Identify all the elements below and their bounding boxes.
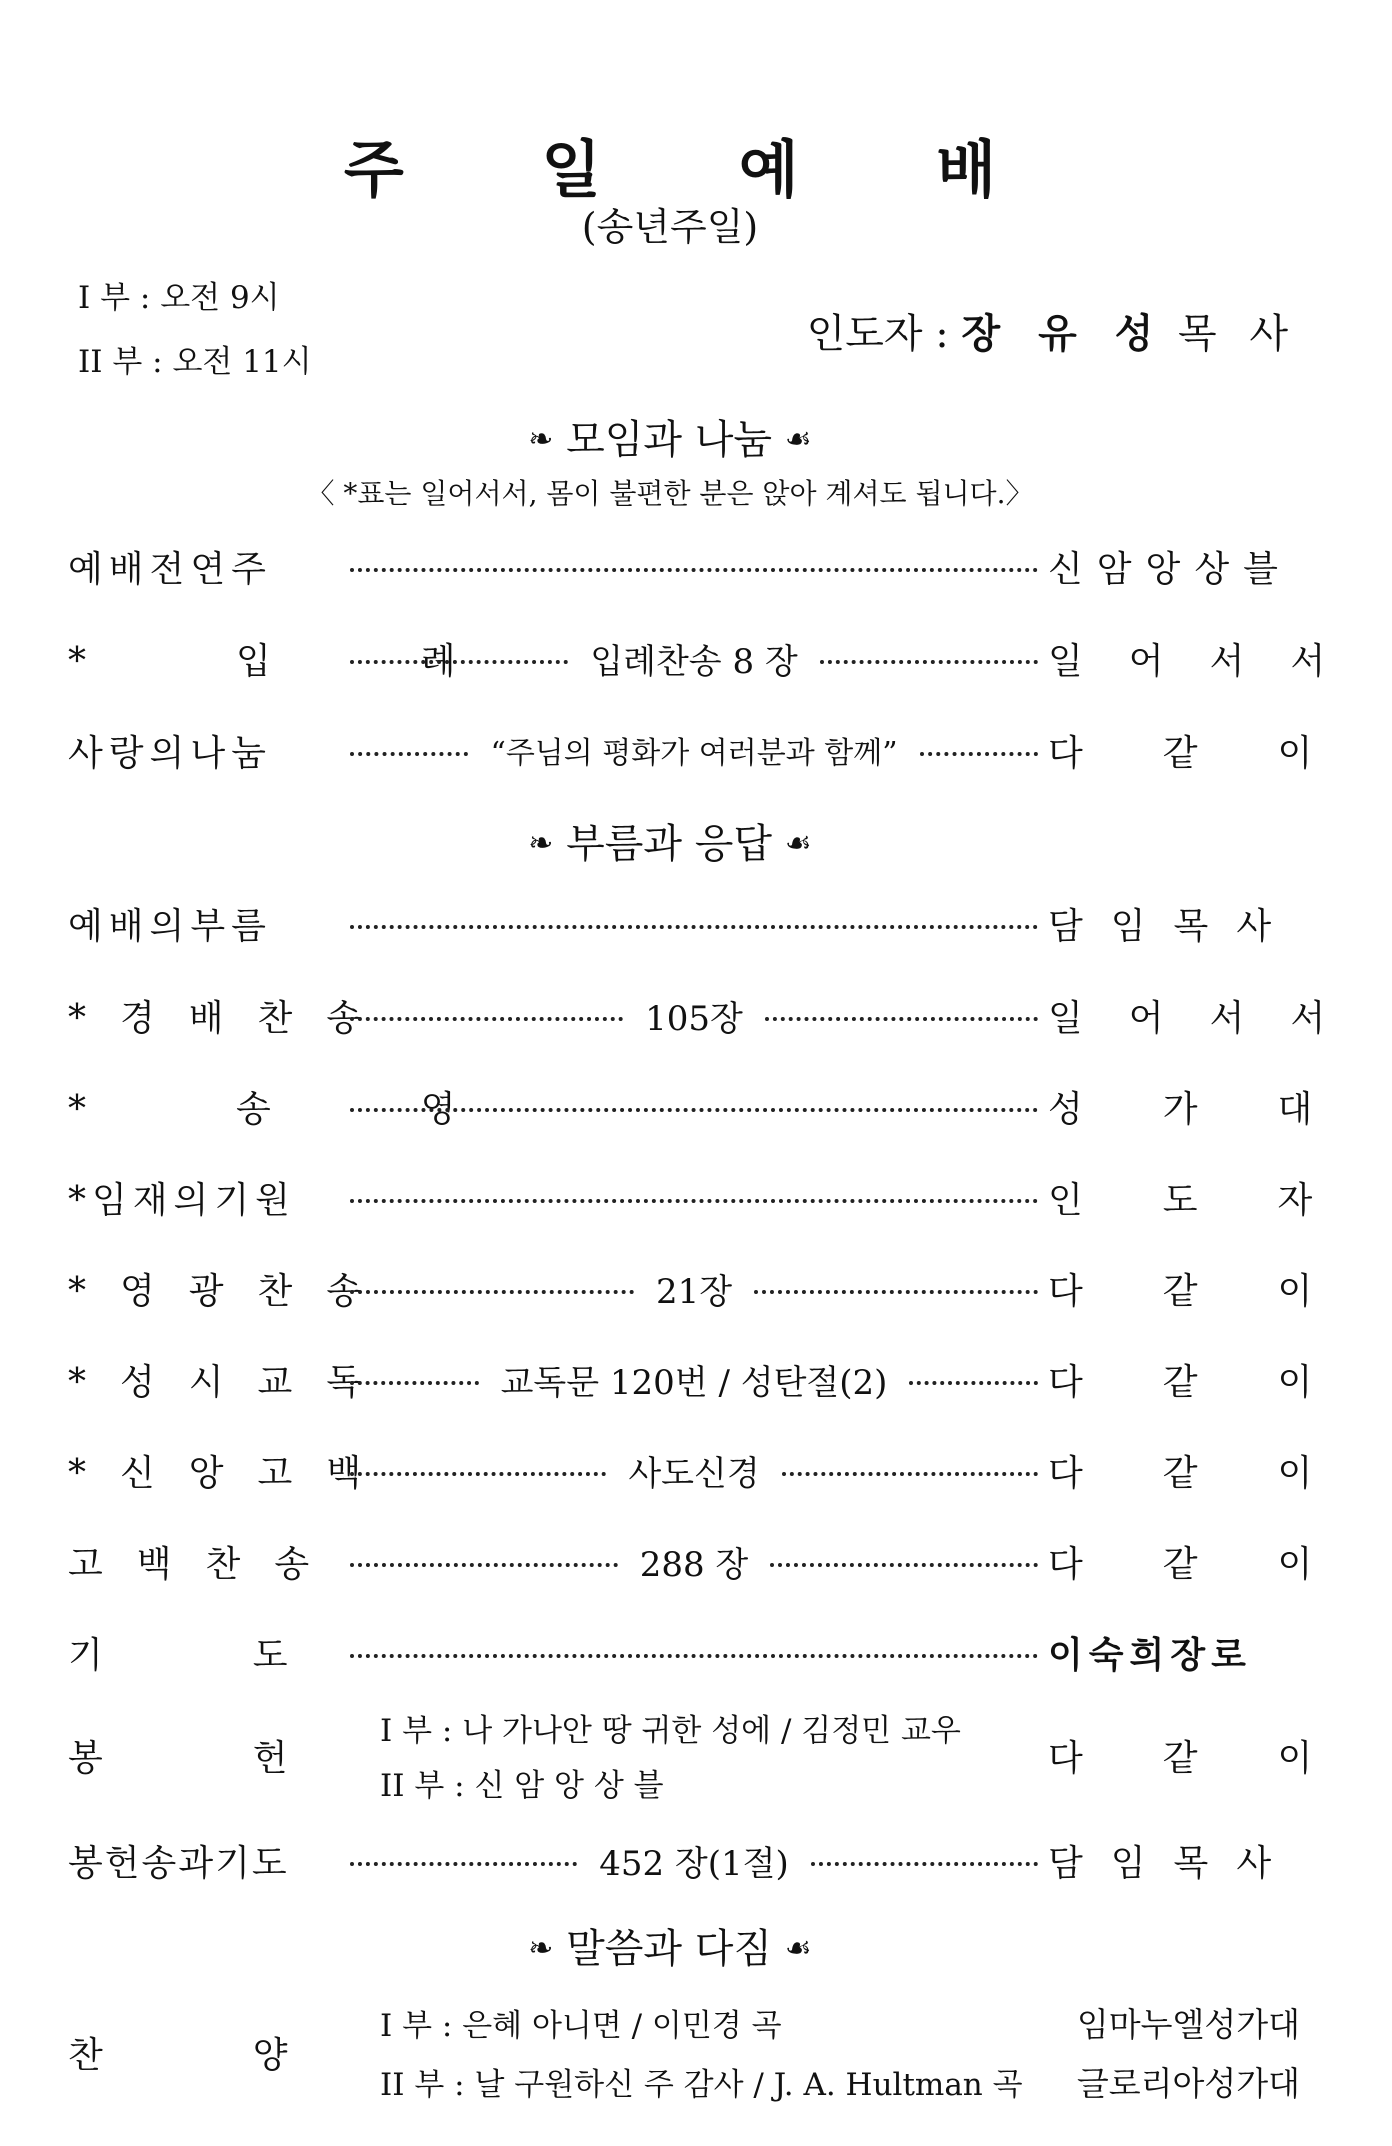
row-label-text: 찬양 (68, 2034, 438, 2076)
leader-title: 목 사 (1178, 311, 1298, 357)
section-heading-word (0, 1917, 1340, 1974)
row-label (68, 2027, 438, 2078)
leader-prefix: 인도자 : (806, 311, 949, 357)
row-right-text: 일어서서 (1048, 640, 1372, 682)
row-detail: 교독문 120번 / 성탄절(2) (500, 1362, 888, 1403)
row-label (68, 1263, 396, 1314)
order-row (68, 720, 1392, 780)
section-title: 모임과 나눔 (566, 417, 773, 463)
dot-leader (350, 925, 1038, 929)
row-label (68, 1627, 438, 1678)
dot-leader (350, 1563, 618, 1567)
row-label (68, 1354, 396, 1405)
row-right (1048, 1627, 1300, 1678)
row-label-text: *성시교독 (68, 1361, 396, 1403)
dot-leader (754, 1290, 1038, 1294)
ornament-right-icon: ☙ (784, 422, 812, 457)
dot-leader (350, 568, 1038, 572)
row-label-text: 고백찬송 (68, 1543, 344, 1585)
row-right (1048, 990, 1372, 1041)
row-label (68, 1172, 340, 1223)
anthem-choirs (1048, 1999, 1300, 2105)
dot-leader (765, 1017, 1038, 1021)
row-right-text: 다같이 (1048, 1452, 1392, 1494)
row-detail: 452 장(1절) (599, 1843, 789, 1884)
leader-name: 장 유 성 (961, 311, 1166, 357)
dot-leader (770, 1563, 1038, 1567)
row-right-text: 담임목사 (1048, 905, 1300, 947)
row-label (68, 1536, 344, 1587)
row-detail: 21장 (655, 1271, 733, 1312)
row-right-text: 성가대 (1048, 1088, 1392, 1130)
row-right (1048, 1354, 1392, 1405)
ornament-left-icon: ❧ (528, 422, 554, 457)
row-label-text: 봉헌 (68, 1737, 438, 1779)
row-right (1048, 633, 1372, 684)
ornament-right-icon: ☙ (784, 1931, 812, 1966)
row-label (68, 1445, 396, 1496)
ornament-left-icon: ❧ (528, 826, 554, 861)
row-label (68, 541, 340, 592)
dot-leader (350, 1862, 577, 1866)
dot-leader (350, 752, 468, 756)
leader (807, 302, 1298, 359)
row-detail: 105장 (645, 998, 743, 1039)
section-heading-call-response (0, 812, 1340, 869)
row-right-text: 다같이 (1048, 732, 1392, 774)
dot-leader (350, 660, 568, 664)
order-row-anthem (68, 1988, 1300, 2116)
row-right (1048, 725, 1392, 776)
page-subtitle: (송년주일) (581, 205, 759, 249)
row-right-text: 다같이 (1048, 1361, 1392, 1403)
row-label-text: 예배전연주 (68, 548, 272, 590)
section-title: 말씀과 다짐 (566, 1926, 773, 1972)
row-label (68, 898, 340, 949)
row-right (1048, 1172, 1392, 1223)
dot-leader (350, 1108, 1038, 1112)
anthem-part2: II 부 : 날 구원하신 주 감사 / J. A. Hultman 곡 (380, 2067, 1023, 2103)
order-row (68, 536, 1300, 596)
row-label (68, 1835, 340, 1886)
dot-leader (782, 1472, 1038, 1476)
page-title: 주 일 예 배 (343, 133, 1055, 206)
order-row (68, 893, 1300, 953)
row-right-text: 이숙희장로 (1048, 1634, 1252, 1676)
ornament-left-icon: ❧ (528, 1931, 554, 1966)
section-title: 부름과 응답 (566, 821, 773, 867)
service-time-1: I 부 : 오전 9시 (78, 280, 280, 316)
order-row-offering (68, 1700, 1392, 1810)
row-label-text: 사랑의나눔 (68, 732, 272, 774)
order-row (68, 1167, 1392, 1227)
order-row (68, 1830, 1300, 1890)
row-label (68, 990, 396, 1041)
dot-leader (350, 1381, 479, 1385)
dot-leader (920, 752, 1038, 756)
row-right-text: 신암앙상블 (1048, 548, 1292, 590)
dot-leader (350, 1199, 1038, 1203)
row-detail: 사도신경 (628, 1453, 760, 1494)
order-row (68, 1349, 1392, 1409)
anthem-part1: I 부 : 은혜 아니면 / 이민경 곡 (380, 2008, 782, 2044)
row-right (1048, 1536, 1392, 1587)
dot-leader (820, 660, 1038, 664)
standing-note: 〈 *표는 일어서서, 몸이 불편한 분은 앉아 계셔도 됩니다.〉 (306, 477, 1034, 510)
row-label-text: 봉헌송과기도 (68, 1842, 289, 1884)
row-label-text: 예배의부름 (68, 905, 272, 947)
row-right-text: 인도자 (1048, 1179, 1392, 1221)
row-label-text: *임재의기원 (68, 1179, 296, 1221)
section-heading-gathering (0, 408, 1340, 465)
row-right-text: 다같이 (1048, 1737, 1392, 1779)
row-right (1048, 1835, 1300, 1886)
dot-leader (811, 1862, 1038, 1866)
row-right-text: 일어서서 (1048, 997, 1372, 1039)
order-row (68, 1531, 1392, 1591)
row-label (68, 725, 340, 776)
row-right-text: 다같이 (1048, 1270, 1392, 1312)
row-right (1048, 1081, 1392, 1132)
service-time-2: II 부 : 오전 11시 (78, 344, 312, 380)
row-label-text: *영광찬송 (68, 1270, 396, 1312)
choir-1: 임마누엘성가대 (1076, 2005, 1300, 2044)
row-label-text: *송영 (68, 1088, 606, 1130)
row-right (1048, 1730, 1392, 1781)
dot-leader (350, 1654, 1038, 1658)
order-row (68, 985, 1372, 1045)
row-detail: 입례찬송 8 장 (590, 641, 798, 682)
row-label (68, 1081, 606, 1132)
row-label-text: *입례 (68, 640, 606, 682)
order-row (68, 1258, 1392, 1318)
dot-leader (909, 1381, 1038, 1385)
order-row (68, 1622, 1300, 1682)
ornament-right-icon: ☙ (784, 826, 812, 861)
row-label-text: 기도 (68, 1634, 438, 1676)
row-label-text: *경배찬송 (68, 997, 396, 1039)
row-right (1048, 1445, 1392, 1496)
dot-leader (350, 1017, 623, 1021)
order-row (68, 628, 1372, 688)
row-label (68, 1730, 438, 1781)
order-row (68, 1440, 1392, 1500)
row-detail: 288 장 (639, 1544, 749, 1585)
offering-part2: II 부 : 신 암 앙 상 블 (380, 1768, 664, 1804)
row-label (68, 633, 606, 684)
offering-part1: I 부 : 나 가나안 땅 귀한 성에 / 김정민 교우 (380, 1713, 961, 1749)
row-right (1048, 541, 1300, 592)
row-label-text: *신앙고백 (68, 1452, 396, 1494)
row-right (1048, 898, 1300, 949)
dot-leader (350, 1472, 606, 1476)
row-detail: “주님의 평화가 여러분과 함께” (490, 736, 898, 771)
dot-leader (350, 1290, 634, 1294)
choir-2: 글로리아성가대 (1076, 2064, 1300, 2103)
order-row (68, 1076, 1392, 1136)
row-right-text: 다같이 (1048, 1543, 1392, 1585)
row-right-text: 담임목사 (1048, 1842, 1300, 1884)
row-right (1048, 1263, 1392, 1314)
